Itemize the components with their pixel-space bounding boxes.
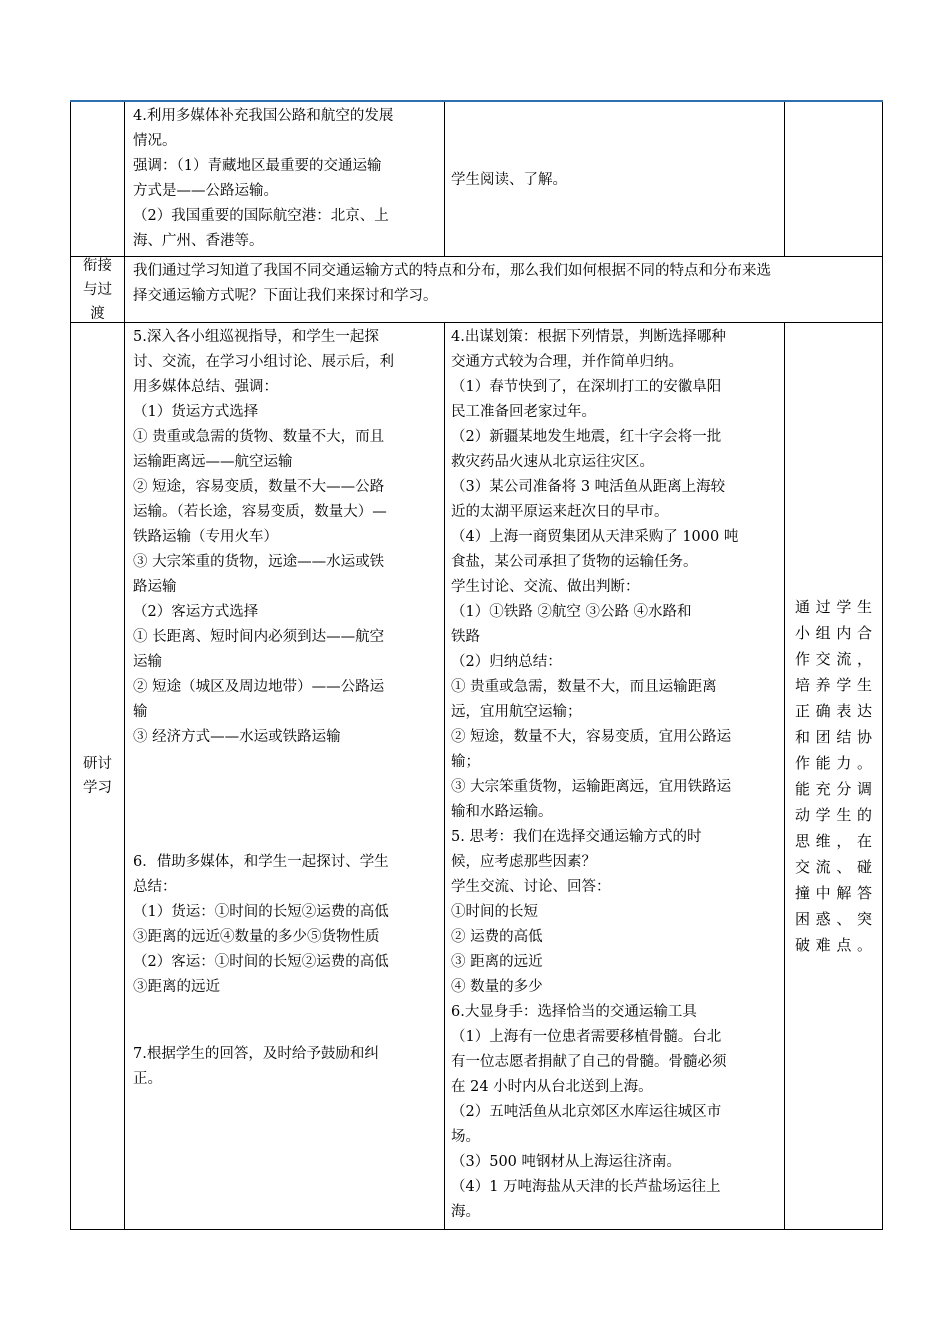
text-line: 候，应考虑那些因素？ — [451, 854, 596, 870]
text-line: ② 短途，容易变质，数量不大——公路 — [133, 479, 385, 495]
text-line: （2）新疆某地发生地震，红十字会将一批 — [451, 429, 722, 445]
text-line: 输 — [133, 704, 148, 720]
text-line: 在 24 小时内从台北送到上海。 — [451, 1079, 653, 1095]
text-line: 有一位志愿者捐献了自己的骨髓。骨髓必须 — [451, 1054, 727, 1070]
text-line: ③ 经济方式——水运或铁路运输 — [133, 729, 341, 745]
text-line: ① 贵重或急需的货物、数量不大，而且 — [133, 429, 385, 445]
text-line: 方式是——公路运输。 — [133, 183, 278, 199]
student-activity-text: 学生阅读、了解。 — [451, 171, 567, 188]
text-line: ④ 数量的多少 — [451, 979, 543, 995]
stage-label-empty — [71, 102, 125, 256]
text-line: 5. 思考：我们在选择交通运输方式的时 — [451, 829, 702, 845]
text-line: 正确表达 — [795, 702, 872, 720]
text-line: 5.深入各小组巡视指导，和学生一起探 — [133, 329, 379, 345]
text-line: ③距离的远近 — [133, 979, 220, 995]
text-line: 困惑、突 — [795, 910, 872, 928]
text-line: 作交流， — [795, 650, 872, 668]
teacher-activity-cell — [125, 323, 445, 1229]
text-line: 输和水路运输。 — [451, 804, 553, 820]
text-line: （4）上海一商贸集团从天津采购了 1000 吨 — [451, 529, 739, 545]
teacher-block-1 — [133, 325, 438, 750]
teacher-block-2 — [133, 850, 438, 1000]
text-line: 民工准备回老家过年。 — [451, 404, 596, 420]
text-line: 通过学生 — [795, 598, 872, 616]
text-line: 海。 — [451, 1204, 480, 1220]
table-row-multimedia — [70, 102, 883, 257]
text-line: （1）货运方式选择 — [133, 404, 259, 420]
text-line: 研讨 — [83, 756, 112, 772]
text-line: （1）货运：①时间的长短②运费的高低 — [133, 904, 389, 920]
text-line: 学习 — [83, 780, 112, 796]
text-line: 渡 — [90, 305, 105, 322]
text-line: ② 短途（城区及周边地带）——公路运 — [133, 679, 385, 695]
text-line: 输； — [451, 754, 480, 770]
text-line: （1）①铁路 ②航空 ③公路 ④水路和 — [451, 604, 692, 620]
text-line: 远，宜用航空运输； — [451, 704, 582, 720]
text-line: 铁路 — [451, 629, 480, 645]
design-intent-cell — [785, 102, 882, 256]
text-line: ② 运费的高低 — [451, 929, 543, 945]
teacher-activity-cell — [125, 102, 445, 256]
text-line: 正。 — [133, 1071, 162, 1087]
text-line: 运输。（若长途，容易变质，数量大）— — [133, 504, 387, 520]
lesson-plan-table — [70, 100, 883, 1230]
text-line: 撞中解答 — [795, 884, 872, 902]
text-line: 作能力。 — [795, 754, 872, 772]
text-line: 7.根据学生的回答，及时给予鼓励和纠 — [133, 1046, 379, 1062]
teacher-block-3 — [133, 1042, 438, 1092]
text-line: 破难点。 — [795, 936, 872, 954]
design-intent-text — [795, 594, 872, 958]
table-row-transition — [70, 257, 883, 323]
text-line: 路运输 — [133, 579, 177, 595]
text-line: 动学生的 — [795, 806, 872, 824]
text-line: （1）春节快到了，在深圳打工的安徽阜阳 — [451, 379, 722, 395]
text-line: （1）上海有一位患者需要移植骨髓。台北 — [451, 1029, 722, 1045]
text-line: 4.出谋划策：根据下列情景，判断选择哪种 — [451, 329, 726, 345]
text-line: 小组内合 — [795, 624, 872, 642]
text-line: （3）某公司准备将 3 吨活鱼从距离上海较 — [451, 479, 726, 495]
text-line: （2）五吨活鱼从北京郊区水库运往城区市 — [451, 1104, 722, 1120]
transition-text-cell — [125, 257, 882, 322]
text-line: 近的太湖平原运来赶次日的早市。 — [451, 504, 669, 520]
design-intent-cell — [785, 323, 882, 1229]
text-line: 择交通运输方式呢？下面让我们来探讨和学习。 — [133, 288, 438, 304]
text-line: （2）客运：①时间的长短②运费的高低 — [133, 954, 389, 970]
text-line: 救灾药品火速从北京运往灾区。 — [451, 454, 654, 470]
text-line: ③ 距离的远近 — [451, 954, 543, 970]
text-line: 交流、碰 — [795, 858, 872, 876]
text-line: 6．借助多媒体，和学生一起探讨、学生 — [133, 854, 389, 870]
text-line: （2）我国重要的国际航空港：北京、上 — [133, 208, 389, 224]
text-line: （3）500 吨钢材从上海运往济南。 — [451, 1154, 682, 1170]
text-line: （4）1 万吨海盐从天津的长芦盐场运往上 — [451, 1179, 721, 1195]
text-line: 能充分调 — [795, 780, 872, 798]
text-line: 运输 — [133, 654, 162, 670]
text-line: 4.利用多媒体补充我国公路和航空的发展 — [133, 108, 394, 124]
text-line: ① 长距离、短时间内必须到达——航空 — [133, 629, 385, 645]
text-line: ③ 大宗笨重货物，运输距离远，宜用铁路运 — [451, 779, 732, 795]
text-line: 我们通过学习知道了我国不同交通运输方式的特点和分布，那么我们如何根据不同的特点和分布来选 — [133, 263, 771, 279]
text-line: ①时间的长短 — [451, 904, 538, 920]
text-line: 铁路运输（专用火车） — [133, 529, 278, 545]
text-line: 情况。 — [133, 133, 177, 149]
text-line: 和团结协 — [795, 728, 872, 746]
text-line: 食盐，某公司承担了货物的运输任务。 — [451, 554, 698, 570]
text-line: 衔接 — [83, 257, 112, 274]
text-line: 与过 — [83, 281, 112, 298]
text-line: ① 贵重或急需，数量不大，而且运输距离 — [451, 679, 717, 695]
text-line: 学生交流、讨论、回答： — [451, 879, 611, 895]
text-line: 总结： — [133, 879, 177, 895]
text-line: 思维，在 — [795, 832, 872, 850]
student-activity-cell — [445, 323, 785, 1229]
stage-label-transition — [71, 257, 125, 322]
text-line: 场。 — [451, 1129, 480, 1145]
text-line: ③距离的远近④数量的多少⑤货物性质 — [133, 929, 380, 945]
text-line: 6.大显身手：选择恰当的交通运输工具 — [451, 1004, 697, 1020]
text-line: 讨、交流，在学习小组讨论、展示后，利 — [133, 354, 394, 370]
student-activity-cell — [445, 102, 785, 256]
text-line: ② 短途，数量不大，容易变质，宜用公路运 — [451, 729, 732, 745]
text-line: （2）客运方式选择 — [133, 604, 259, 620]
text-line: 运输距离远——航空运输 — [133, 454, 293, 470]
text-line: 用多媒体总结、强调： — [133, 379, 278, 395]
text-line: 培养学生 — [795, 676, 872, 694]
text-line: 海、广州、香港等。 — [133, 233, 264, 249]
text-line: 交通方式较为合理，并作简单归纳。 — [451, 354, 683, 370]
stage-label-discussion — [71, 323, 125, 1229]
table-row-discussion — [70, 323, 883, 1230]
text-line: ③ 大宗笨重的货物，远途——水运或铁 — [133, 554, 385, 570]
text-line: （2）归纳总结： — [451, 654, 562, 670]
text-line: 学生讨论、交流、做出判断： — [451, 579, 640, 595]
text-line: 强调：（1）青藏地区最重要的交通运输 — [133, 158, 382, 174]
